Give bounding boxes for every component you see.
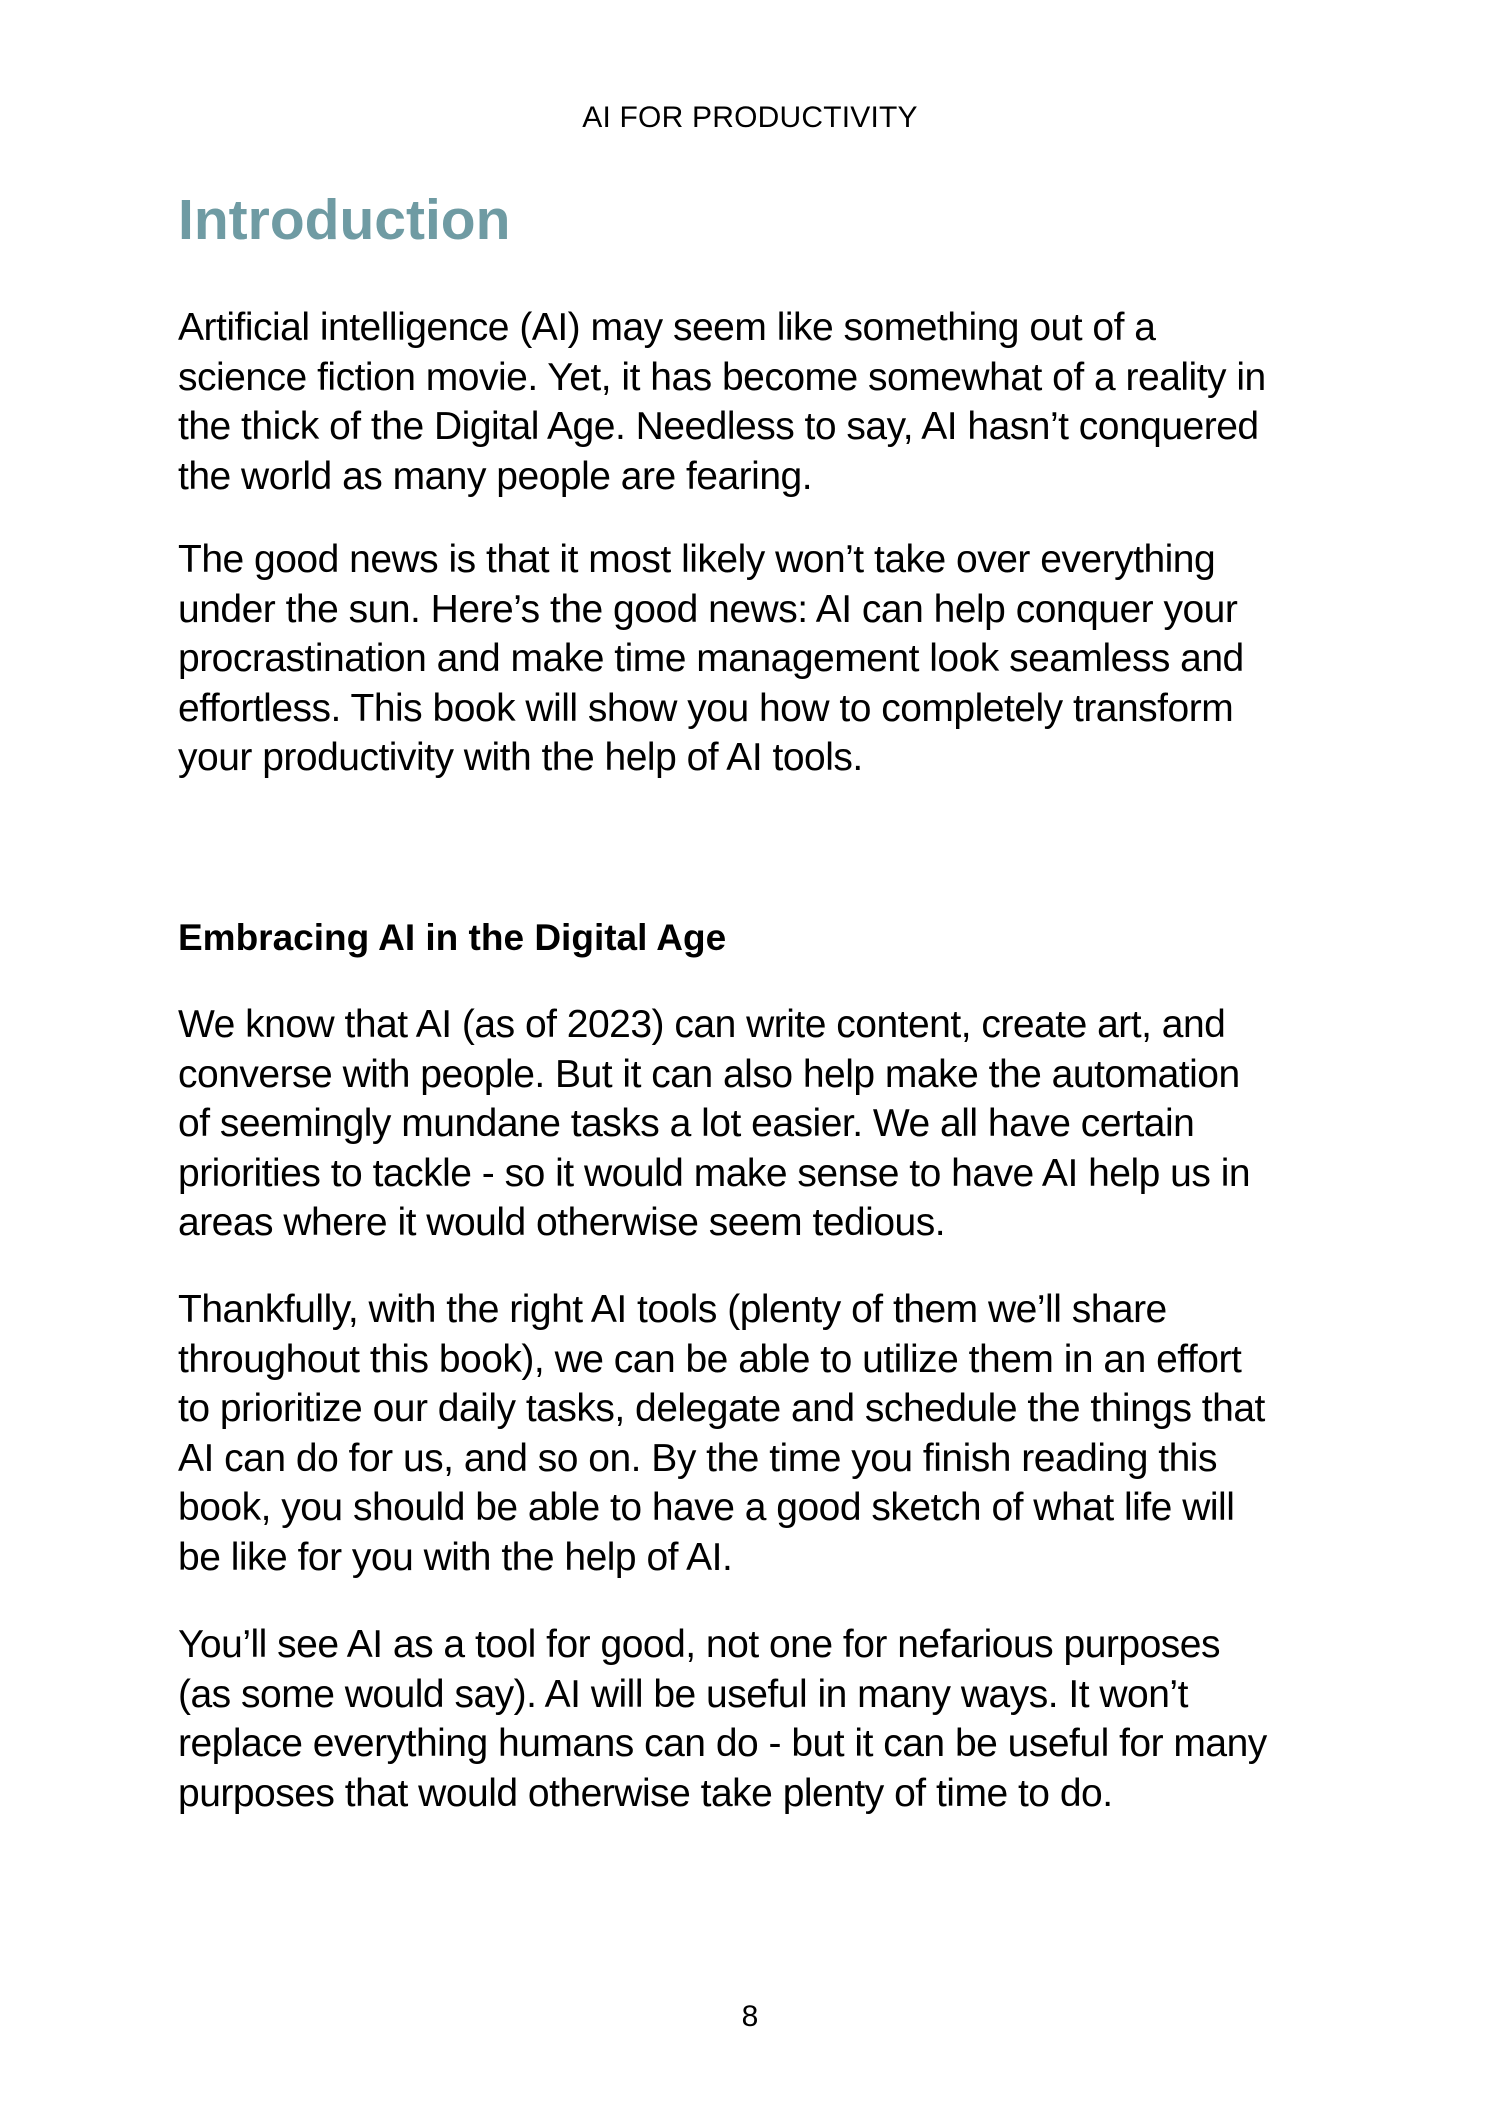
paragraph-line: the world as many people are fearing. xyxy=(178,454,813,498)
paragraph-line: AI can do for us, and so on. By the time you finish reading this xyxy=(178,1436,1217,1480)
intro-paragraph-2 xyxy=(178,535,1358,783)
paragraph-line: under the sun. Here’s the good news: AI can help conquer your xyxy=(178,587,1238,631)
paragraph-line: areas where it would otherwise seem tedious. xyxy=(178,1201,946,1244)
paragraph-line: You’ll see AI as a tool for good, not one for nefarious purposes xyxy=(178,1623,1220,1666)
paragraph-line: your productivity with the help of AI tools. xyxy=(178,736,863,779)
paragraph-line: We know that AI (as of 2023) can write content, create art, and xyxy=(178,1003,1226,1046)
chapter-title: Introduction xyxy=(178,188,511,252)
paragraph-line: the thick of the Digital Age. Needless to say, AI hasn’t conquered xyxy=(178,405,1259,448)
paragraph-line: of seemingly mundane tasks a lot easier. We all have certain xyxy=(178,1102,1195,1145)
paragraph-line: Artificial intelligence (AI) may seem like something out of a xyxy=(178,306,1156,349)
page-number: 8 xyxy=(741,2000,759,2033)
paragraph-line: book, you should be able to have a good sketch of what life will xyxy=(178,1486,1235,1529)
paragraph-line: effortless. This book will show you how to completely transform xyxy=(178,686,1234,730)
section-paragraph-1 xyxy=(178,1000,1358,1248)
paragraph-line: procrastination and make time management look seamless and xyxy=(178,637,1244,680)
section-paragraph-2 xyxy=(178,1285,1358,1582)
paragraph-line: converse with people. But it can also help make the automation xyxy=(178,1052,1240,1096)
paragraph-line: throughout this book), we can be able to utilize them in an effort xyxy=(178,1337,1242,1381)
paragraph-line: be like for you with the help of AI. xyxy=(178,1535,733,1579)
paragraph-line: (as some would say). AI will be useful in many ways. It won’t xyxy=(178,1672,1188,1716)
section-paragraph-3 xyxy=(178,1620,1358,1818)
paragraph-line: to prioritize our daily tasks, delegate and schedule the things that xyxy=(178,1387,1265,1430)
paragraph-line: science fiction movie. Yet, it has become somewhat of a reality in xyxy=(178,355,1266,399)
running-header: AI FOR PRODUCTIVITY xyxy=(582,101,918,134)
paragraph-line: The good news is that it most likely won’t take over everything xyxy=(178,538,1216,581)
paragraph-line: priorities to tackle - so it would make sense to have AI help us in xyxy=(178,1151,1251,1195)
paragraph-line: replace everything humans can do - but it can be useful for many xyxy=(178,1722,1267,1765)
intro-paragraph-1 xyxy=(178,303,1358,501)
paragraph-line: purposes that would otherwise take plenty of time to do. xyxy=(178,1771,1113,1815)
paragraph-line: Thankfully, with the right AI tools (plenty of them we’ll share xyxy=(178,1288,1167,1331)
section-title: Embracing AI in the Digital Age xyxy=(178,917,727,958)
